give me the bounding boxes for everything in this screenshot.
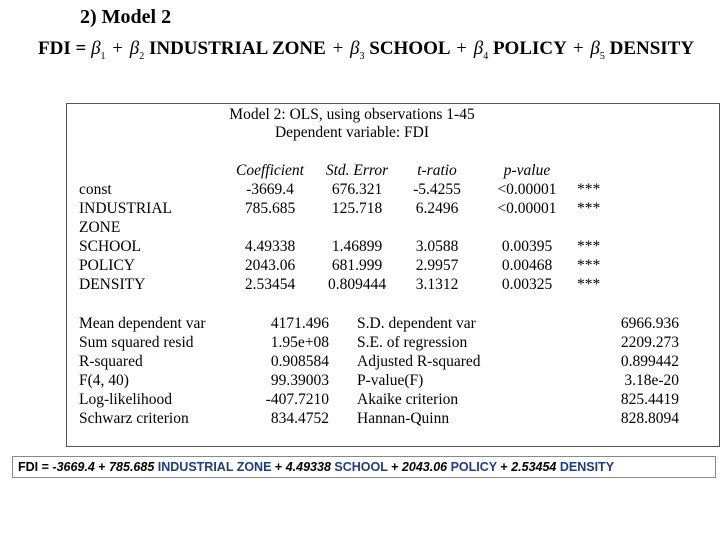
fitted-const: -3669.4 xyxy=(52,460,95,474)
section-heading: 2) Model 2 xyxy=(80,6,172,28)
formula-plus: + xyxy=(456,38,467,59)
col-header-coefficient: Coefficient xyxy=(235,162,304,179)
col-header-std-error: Std. Error xyxy=(325,162,389,179)
formula-term-policy: POLICY xyxy=(492,38,567,59)
row-label-school: SCHOOL xyxy=(79,238,142,255)
col-header-t-ratio: t-ratio xyxy=(417,162,457,179)
row-label-density: DENSITY xyxy=(79,276,146,293)
fitted-lhs: FDI = xyxy=(18,460,49,474)
coef-const: -3669.4 xyxy=(246,181,294,198)
sig-school: *** xyxy=(577,238,601,255)
stat-value: 4171.496 xyxy=(270,315,329,332)
p-policy: 0.00468 xyxy=(501,257,553,274)
stat-label: P-value(F) xyxy=(357,372,424,389)
se-const: 676.321 xyxy=(331,181,383,198)
t-industrial-zone: 6.2496 xyxy=(415,200,459,217)
coef-policy: 2043.06 xyxy=(244,257,296,274)
fitted-var-school: SCHOOL xyxy=(334,460,388,474)
stat-label: Log-likelihood xyxy=(79,391,172,408)
p-density: 0.00325 xyxy=(501,276,553,293)
se-school: 1.46899 xyxy=(331,238,383,255)
stat-label: S.D. dependent var xyxy=(357,315,476,332)
fitted-equation-bar xyxy=(12,456,716,478)
stat-label: Schwarz criterion xyxy=(79,410,189,427)
row-label-policy: POLICY xyxy=(79,257,135,274)
stat-value: 3.18e-20 xyxy=(624,372,679,389)
se-policy: 681.999 xyxy=(331,257,383,274)
stat-value: 2209.273 xyxy=(620,334,679,351)
coef-school: 4.49338 xyxy=(244,238,296,255)
formula-beta-2: β xyxy=(129,38,140,59)
p-industrial-zone: <0.00001 xyxy=(497,200,557,217)
stat-value: 6966.936 xyxy=(620,315,679,332)
coef-industrial-zone: 785.685 xyxy=(244,200,296,217)
sig-policy: *** xyxy=(577,257,601,274)
formula-beta-1: β xyxy=(91,38,101,59)
formula-beta-1-sub: 1 xyxy=(100,50,106,62)
row-label-industrial: INDUSTRIAL xyxy=(79,200,172,217)
stat-value: 828.8094 xyxy=(620,410,679,427)
stat-label: Akaike criterion xyxy=(357,391,459,408)
model-title: Model 2: OLS, using observations 1-45 xyxy=(229,106,475,123)
fitted-coef-policy: 2043.06 xyxy=(401,460,448,474)
stat-label: Sum squared resid xyxy=(79,334,194,351)
formula-beta-4-sub: 4 xyxy=(483,50,489,62)
fitted-plus: + xyxy=(500,460,508,474)
formula-beta-3: β xyxy=(350,38,360,59)
dependent-variable: Dependent variable: FDI xyxy=(274,124,430,141)
stat-label: Adjusted R-squared xyxy=(357,353,481,370)
sig-const: *** xyxy=(577,181,601,198)
sig-industrial-zone: *** xyxy=(577,200,601,217)
fitted-var-policy: POLICY xyxy=(450,460,497,474)
formula-beta-3-sub: 3 xyxy=(359,50,365,62)
stat-value: -407.7210 xyxy=(265,391,329,408)
formula-plus: + xyxy=(112,38,123,59)
stat-label: S.E. of regression xyxy=(357,334,468,351)
formula-plus: + xyxy=(332,38,344,59)
formula-plus: + xyxy=(572,38,584,59)
stat-label: Mean dependent var xyxy=(79,315,206,332)
stat-value: 99.39003 xyxy=(270,372,329,389)
p-school: 0.00395 xyxy=(501,238,553,255)
stat-value: 825.4419 xyxy=(620,391,679,408)
stat-label: R-squared xyxy=(79,353,143,370)
t-density: 3.1312 xyxy=(415,276,459,293)
coef-density: 2.53454 xyxy=(244,276,296,293)
sig-density: *** xyxy=(577,276,601,293)
fitted-plus: + xyxy=(391,460,399,474)
row-label-const: const xyxy=(79,181,112,198)
se-industrial-zone: 125.718 xyxy=(331,200,383,217)
formula-beta-4: β xyxy=(473,38,484,59)
t-policy: 2.9957 xyxy=(415,257,459,274)
stat-value: 0.899442 xyxy=(620,353,679,370)
t-school: 3.0588 xyxy=(415,238,459,255)
p-const: <0.00001 xyxy=(497,181,557,198)
formula-term-density: DENSITY xyxy=(609,38,695,59)
model-formula xyxy=(38,38,694,62)
fitted-coef-density: 2.53454 xyxy=(511,460,557,474)
fitted-plus: + xyxy=(98,460,106,474)
stat-label: Hannan-Quinn xyxy=(357,410,450,427)
t-const: -5.4255 xyxy=(413,181,461,198)
formula-term-industrial-zone: INDUSTRIAL ZONE xyxy=(148,38,326,59)
stat-value: 1.95e+08 xyxy=(270,334,329,351)
formula-beta-5: β xyxy=(590,38,600,59)
fitted-coef-school: 4.49338 xyxy=(285,460,331,474)
stat-value: 0.908584 xyxy=(270,353,329,370)
fitted-coef-industrial-zone: 785.685 xyxy=(109,460,155,474)
formula-beta-5-sub: 5 xyxy=(599,50,605,62)
formula-term-school: SCHOOL xyxy=(369,38,450,59)
se-density: 0.809444 xyxy=(327,276,387,293)
fitted-var-industrial-zone: INDUSTRIAL ZONE xyxy=(157,460,272,474)
stat-label: F(4, 40) xyxy=(79,372,129,389)
fitted-plus: + xyxy=(274,460,283,474)
regression-output-panel xyxy=(66,103,720,447)
formula-lhs: FDI = xyxy=(38,38,87,59)
formula-beta-2-sub: 2 xyxy=(139,50,145,62)
col-header-p-value: p-value xyxy=(503,162,551,179)
stat-value: 834.4752 xyxy=(270,410,329,427)
row-label-zone: ZONE xyxy=(79,219,121,236)
fitted-var-density: DENSITY xyxy=(559,460,615,474)
